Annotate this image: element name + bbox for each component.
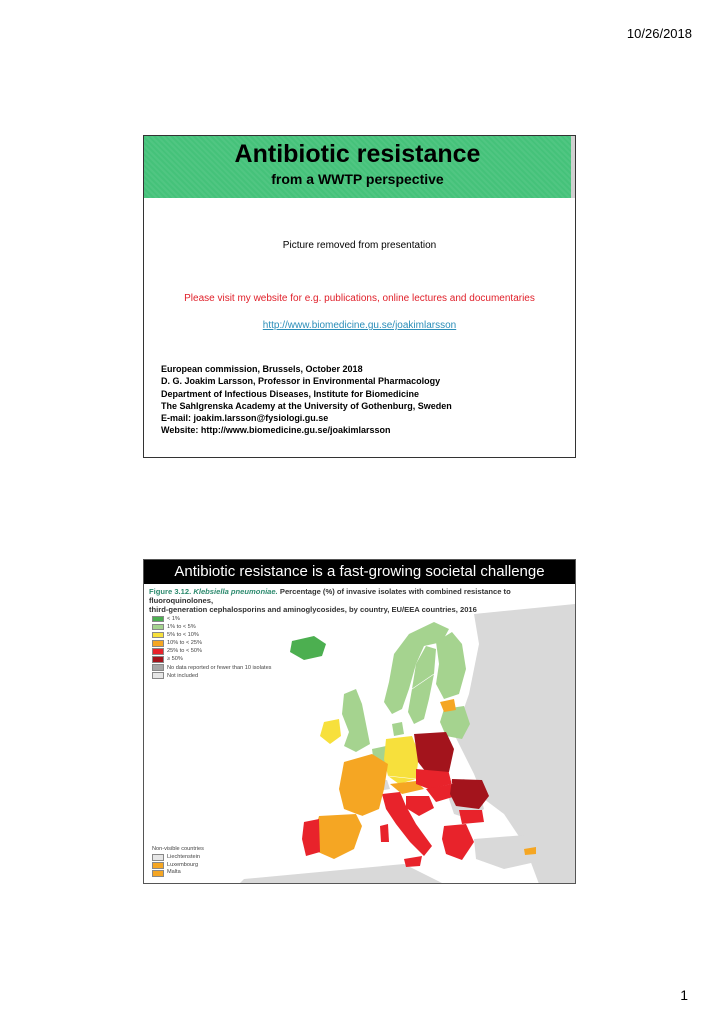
figure-text-1: Percentage (%) of invasive isolates with combined resistance to fluoroquinolones, <box>149 587 511 605</box>
non-visible-label: Malta <box>167 869 181 876</box>
legend-swatch <box>152 624 164 631</box>
non-visible-countries <box>152 846 204 877</box>
contact-line: The Sahlgrenska Academy at the University of Gothenburg, Sweden <box>161 400 452 411</box>
slide2-header: Antibiotic resistance is a fast-growing societal challenge <box>144 560 575 584</box>
legend-swatch <box>152 672 164 679</box>
contact-line: European commission, Brussels, October 2018 <box>161 364 363 374</box>
slide-subtitle: from a WWTP perspective <box>271 171 444 187</box>
legend-swatch <box>152 656 164 663</box>
non-visible-swatch <box>152 854 164 861</box>
legend-item <box>152 615 271 623</box>
visit-website-note: Please visit my website for e.g. publications, online lectures and documentaries <box>184 293 535 304</box>
non-visible-swatch <box>152 862 164 869</box>
non-visible-item <box>152 862 204 870</box>
website-link[interactable]: http://www.biomedicine.gu.se/joakimlarsson <box>262 320 457 331</box>
figure-label: Figure 3.12. <box>149 587 192 596</box>
non-visible-label: Liechtenstein <box>167 853 200 860</box>
figure-species: Klebsiella pneumoniae. <box>193 587 278 596</box>
legend-item <box>152 672 271 680</box>
legend-label: Not included <box>167 672 199 679</box>
legend-swatch <box>152 616 164 623</box>
legend-label: ≥ 50% <box>167 656 183 663</box>
legend-item <box>152 631 271 639</box>
legend-item <box>152 647 271 655</box>
contact-line: Website: http://www.biomedicine.gu.se/joakimlarsson <box>161 425 391 436</box>
legend-swatch <box>152 640 164 647</box>
map-region-bulgaria <box>459 810 484 824</box>
legend-label: No data reported or fewer than 10 isolates <box>167 664 272 671</box>
title-slide <box>143 135 576 458</box>
resistance-slide <box>143 559 576 884</box>
figure-caption <box>149 587 569 614</box>
non-visible-label: Luxembourg <box>167 861 199 868</box>
legend-swatch <box>152 664 164 671</box>
map-region-germany <box>384 736 419 784</box>
legend-label: < 1% <box>167 616 180 622</box>
slide-title: Antibiotic resistance <box>234 140 481 168</box>
non-visible-item <box>152 869 204 877</box>
legend-swatch <box>152 648 164 655</box>
legend-item <box>152 664 271 672</box>
contact-block <box>161 363 452 437</box>
page-number: 1 <box>680 987 688 1003</box>
legend-label: 25% to < 50% <box>167 648 202 655</box>
map-region-denmark <box>392 722 404 736</box>
contact-line: E-mail: joakim.larsson@fysiologi.gu.se <box>161 413 329 424</box>
header-date: 10/26/2018 <box>626 26 692 41</box>
legend-swatch <box>152 632 164 639</box>
non-visible-title: Non-visible countries <box>152 846 204 852</box>
picture-removed-note: Picture removed from presentation <box>282 240 437 251</box>
non-visible-swatch <box>152 870 164 877</box>
legend-item <box>152 655 271 663</box>
contact-line: D. G. Joakim Larsson, Professor in Environmental Pharmacology <box>161 376 441 387</box>
legend-label: 10% to < 25% <box>167 640 202 647</box>
map-region-portugal <box>302 819 320 856</box>
legend-label: 1% to < 5% <box>167 624 196 631</box>
map-region-sardinia <box>380 824 389 842</box>
title-banner <box>144 136 575 198</box>
contact-line: Department of Infectious Diseases, Institute for Biomedicine <box>161 388 420 399</box>
map-legend <box>152 615 271 680</box>
non-visible-item <box>152 854 204 862</box>
legend-label: 5% to < 10% <box>167 632 199 639</box>
legend-item <box>152 623 271 631</box>
legend-item <box>152 639 271 647</box>
figure-text-2: third-generation cephalosporins and aminoglycosides, by country, EU/EEA countries, 2016 <box>149 605 477 614</box>
